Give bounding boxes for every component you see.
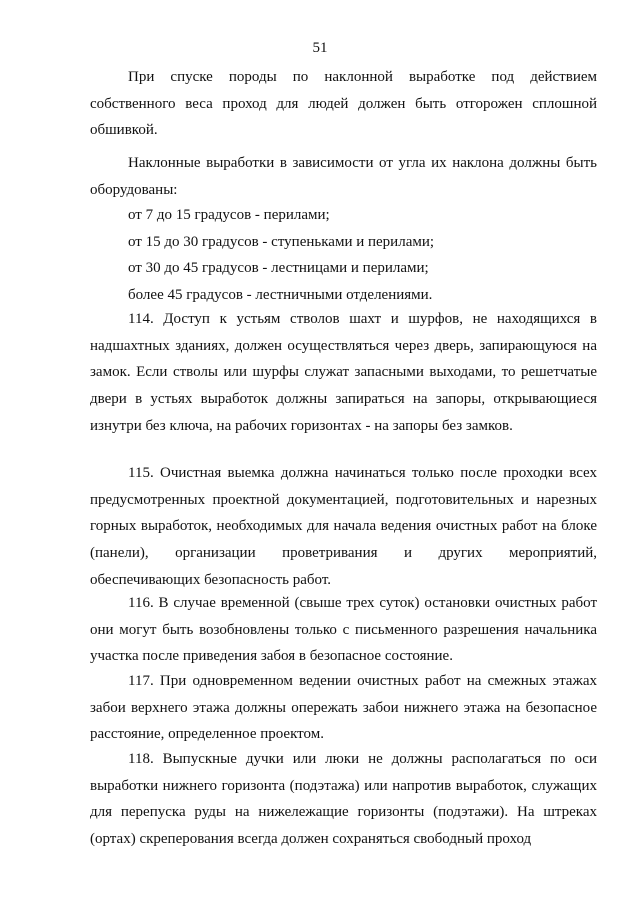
- paragraph-114: 114. Доступ к устьям стволов шахт и шурфов, не находящихся в надшахтных зданиях, должен осуществляться через дверь, запирающуюся на замок. Если стволы или шурфы служат запасными выходами, то решетчатые двери в устьях выработок должны запираться на запоры, открывающиеся изнутри без ключа, на рабочих горизонтах - на запоры без замков.: [90, 311, 597, 434]
- text-block-118: [90, 746, 597, 853]
- text-block-117: [90, 668, 597, 748]
- text-block-1: [90, 64, 597, 144]
- text-block-115: [90, 460, 597, 594]
- list-item-7-15: от 7 до 15 градусов - перилами;: [128, 207, 330, 223]
- paragraph-118: 118. Выпускные дучки или люки не должны располагаться по оси выработки нижнего горизонта (подэтажа) или напротив выработок, служащих для перепуска руды на нижележащие горизонты (подэтажи). На штреках (ортах) скреперования всегда должен сохраняться свободный проход: [90, 751, 597, 848]
- paragraph-passage-enclosure: При спуске породы по наклонной выработке под действием собственного веса проход для людей должен быть отгорожен сплошной обшивкой.: [90, 69, 597, 139]
- list-item-30-45: от 30 до 45 градусов - лестницами и перилами;: [128, 260, 429, 277]
- angle-list: [90, 202, 597, 309]
- paragraph-117: 117. При одновременном ведении очистных работ на смежных этажах забои верхнего этажа должны опережать забои нижнего этажа на безопасное расстояние, определенное проектом.: [90, 673, 597, 743]
- paragraph-inclined-equipment: Наклонные выработки в зависимости от угла их наклона должны быть оборудованы:: [90, 155, 597, 198]
- paragraph-115: 115. Очистная выемка должна начинаться только после проходки всех предусмотренных проектной документацией, подготовительных и нарезных горных выработок, необходимых для начала ведения очистных работ на блоке (панели), организации проветривания и других мероприятий, обеспечивающих безопасность работ.: [90, 465, 597, 588]
- list-item-over-45: более 45 градусов - лестничными отделениями.: [128, 287, 433, 304]
- page-number: 51: [312, 40, 328, 56]
- list-item-15-30: от 15 до 30 градусов - ступеньками и перилами;: [128, 233, 435, 250]
- text-block-114: [90, 306, 597, 440]
- paragraph-116: 116. В случае временной (свыше трех суток) остановки очистных работ они могут быть возобновлены только с письменного разрешения начальника участка после приведения забоя в безопасное состояние.: [90, 595, 597, 665]
- text-block-2: [90, 150, 597, 203]
- text-block-116: [90, 590, 597, 670]
